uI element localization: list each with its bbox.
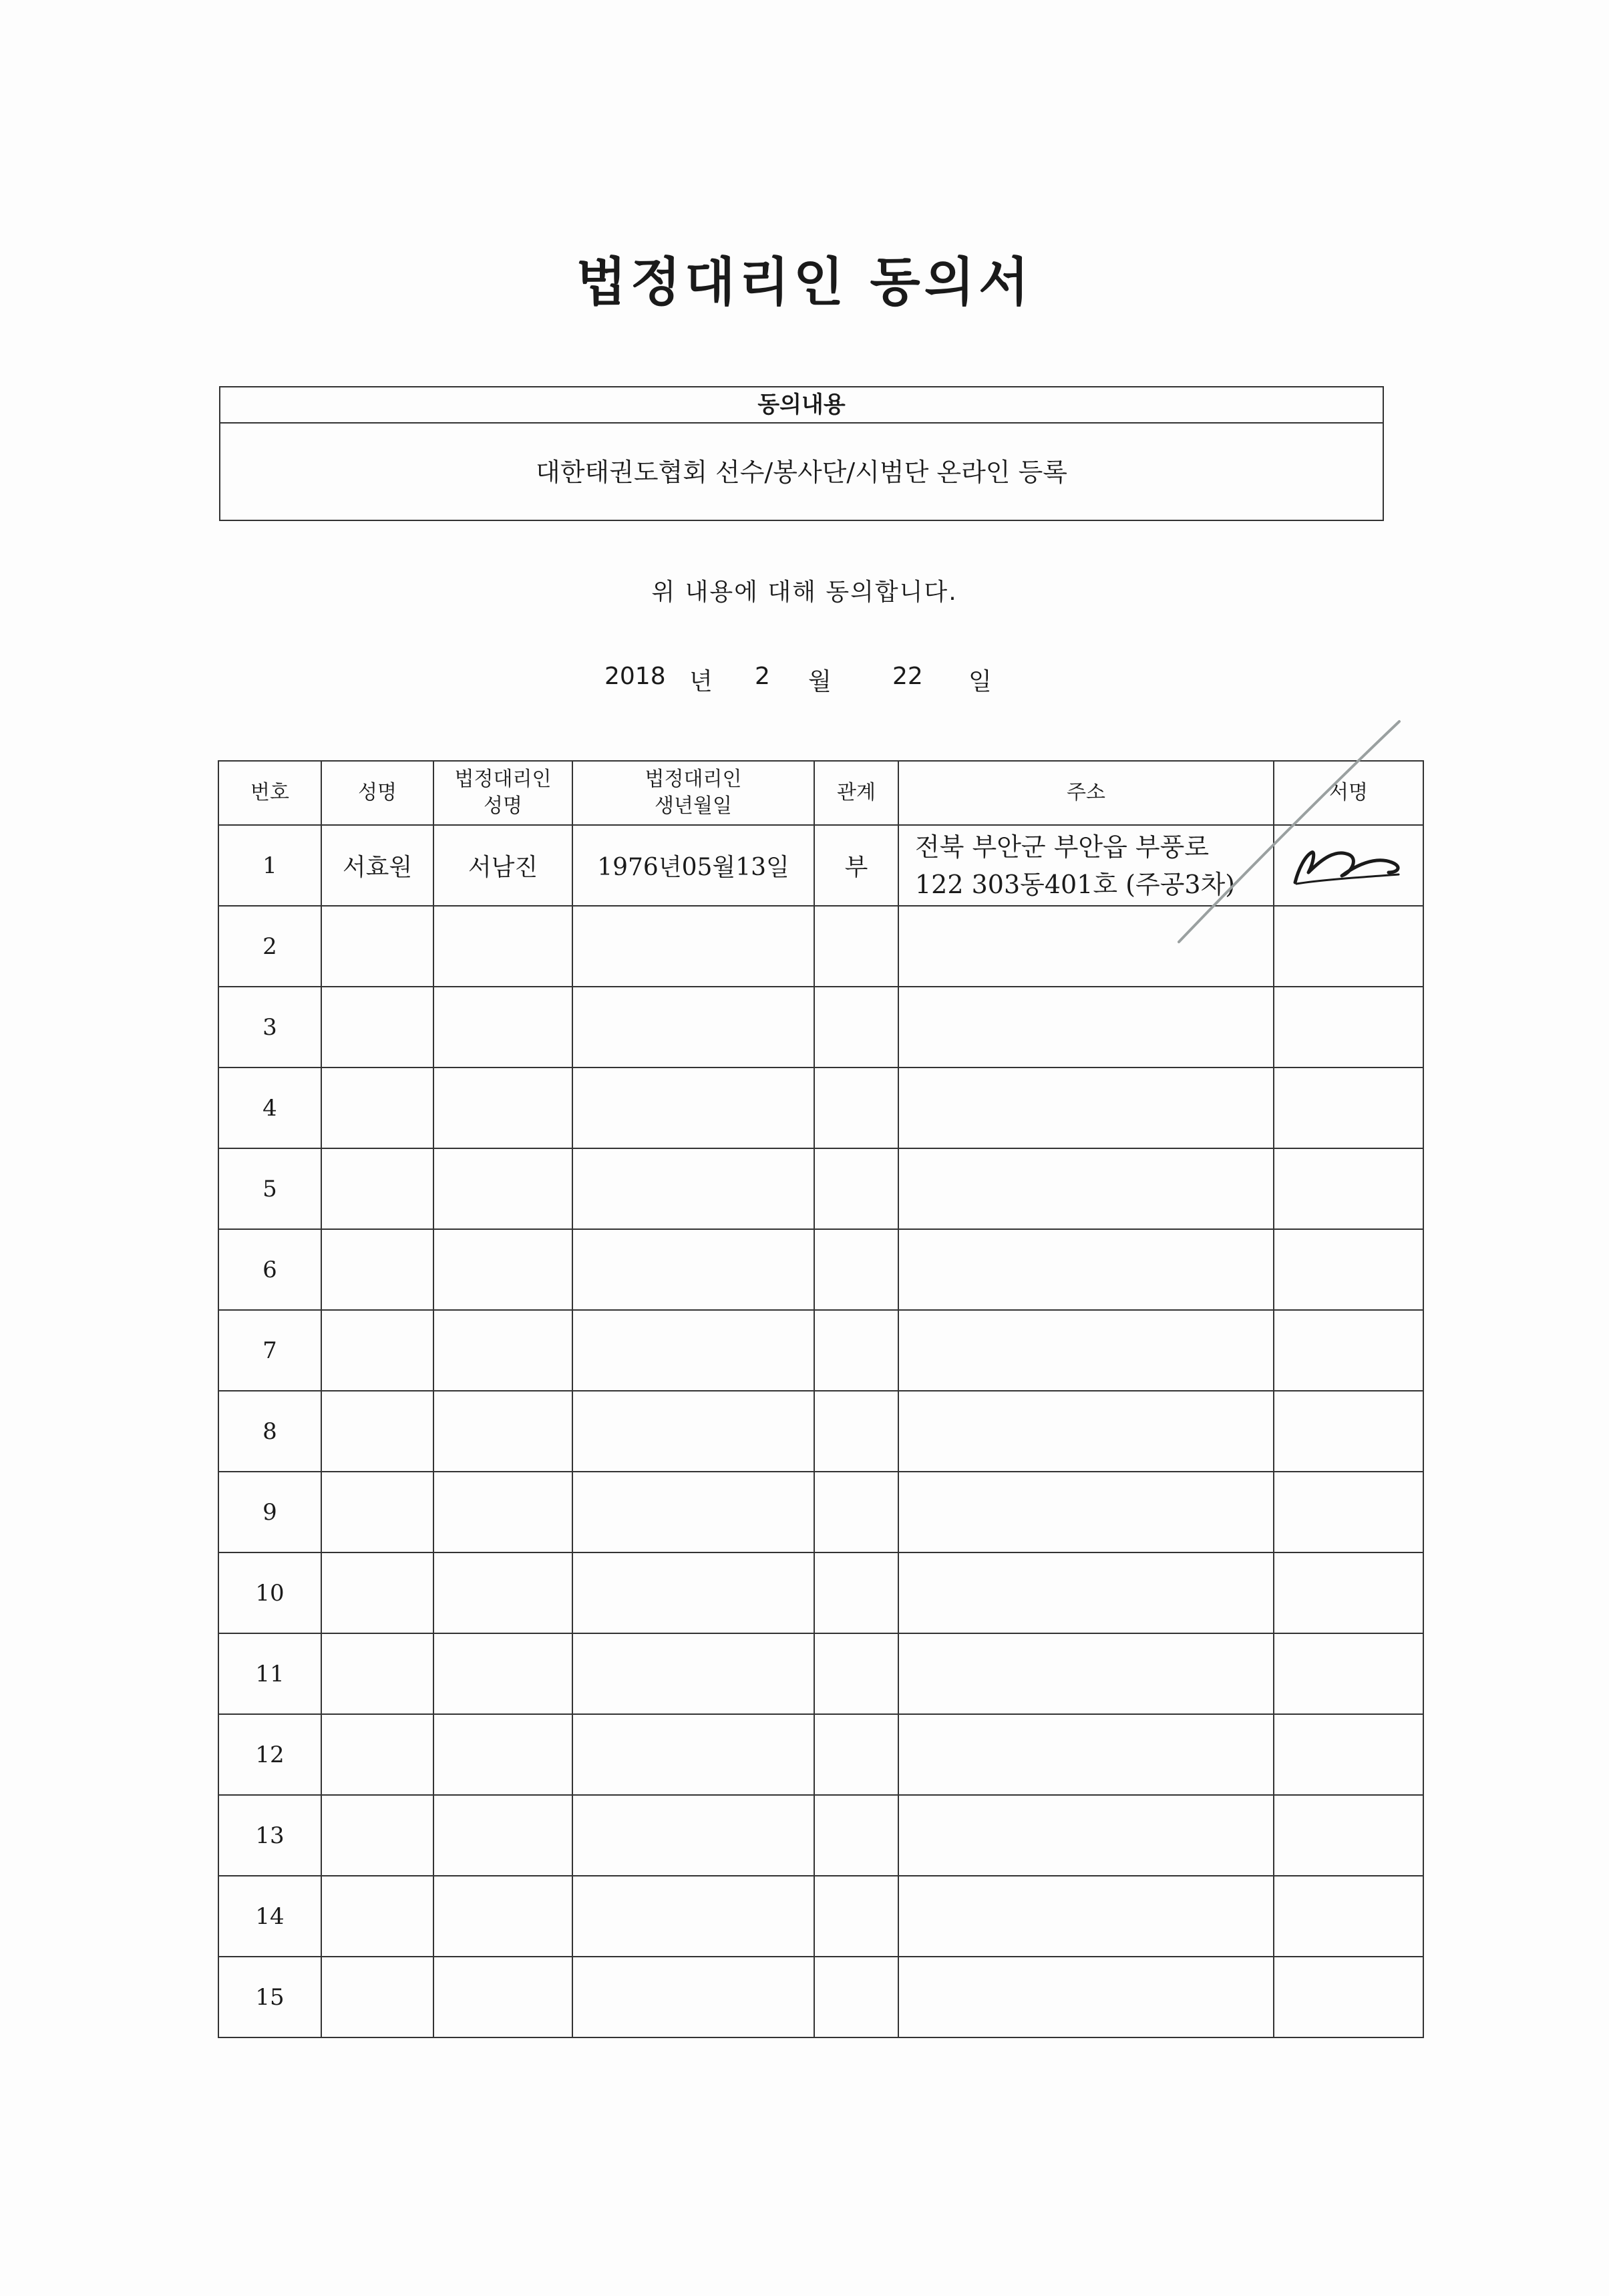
row-address: [898, 1472, 1274, 1552]
row-name: [321, 1391, 433, 1472]
row-address: [898, 1876, 1274, 1957]
row-number: 4: [218, 1068, 321, 1148]
row-guardian-birth: [572, 1310, 814, 1391]
header-address: 주소: [898, 761, 1274, 825]
row-number: 7: [218, 1310, 321, 1391]
table-row: [218, 825, 1423, 906]
row-guardian-name: [433, 1795, 572, 1876]
row-guardian-birth: [572, 1633, 814, 1714]
table-row: [218, 1795, 1423, 1876]
row-name: [321, 1229, 433, 1310]
row-guardian-name: [433, 1068, 572, 1148]
row-guardian-birth: [572, 987, 814, 1068]
row-guardian-name: [433, 906, 572, 987]
row-guardian-name: [433, 1876, 572, 1957]
row-name: [321, 1795, 433, 1876]
header-signature: 서명: [1274, 761, 1423, 825]
row-number: 6: [218, 1229, 321, 1310]
row-address-line1: 전북 부안군 부안읍 부풍로: [915, 832, 1210, 862]
row-signature: [1274, 1068, 1423, 1148]
row-relation: [814, 1714, 898, 1795]
row-address: [898, 1391, 1274, 1472]
row-name: [321, 1714, 433, 1795]
row-number: 15: [218, 1957, 321, 2037]
consent-box: [219, 386, 1384, 521]
row-guardian-birth: [572, 1068, 814, 1148]
row-relation: [814, 987, 898, 1068]
row-name: [321, 906, 433, 987]
row-signature: [1274, 1552, 1423, 1633]
row-address: [898, 1068, 1274, 1148]
row-guardian-name: [433, 1714, 572, 1795]
date-day: 22: [892, 663, 923, 690]
row-relation: [814, 906, 898, 987]
table-row: [218, 1876, 1423, 1957]
row-number: 2: [218, 906, 321, 987]
row-guardian-birth: 1976년05월13일: [572, 825, 814, 906]
table-row: [218, 1714, 1423, 1795]
row-name: [321, 1310, 433, 1391]
row-guardian-name: [433, 987, 572, 1068]
row-guardian-birth: [572, 906, 814, 987]
row-name: [321, 1876, 433, 1957]
row-number: 5: [218, 1148, 321, 1229]
row-guardian-name: [433, 1957, 572, 2037]
row-address: [898, 1957, 1274, 2037]
header-guardian-name-line2: 성명: [484, 794, 522, 818]
row-name: [321, 1068, 433, 1148]
row-name: 서효원: [321, 825, 433, 906]
consent-body: 대한태권도협회 선수/봉사단/시범단 온라인 등록: [535, 458, 1067, 487]
row-address: [898, 1229, 1274, 1310]
header-guardian-name-line1: 법정대리인: [454, 768, 552, 791]
row-guardian-birth: [572, 1148, 814, 1229]
row-signature: [1274, 987, 1423, 1068]
row-guardian-name: [433, 1633, 572, 1714]
row-name: [321, 1552, 433, 1633]
row-number: 3: [218, 987, 321, 1068]
row-relation: 부: [814, 825, 898, 906]
row-guardian-birth: [572, 1957, 814, 2037]
row-number: 13: [218, 1795, 321, 1876]
row-relation: [814, 1310, 898, 1391]
date-day-unit: 일: [968, 668, 992, 695]
row-signature: [1274, 1391, 1423, 1472]
date-month-unit: 월: [808, 668, 832, 695]
table-row: [218, 1633, 1423, 1714]
table-row: [218, 1068, 1423, 1148]
row-address: [898, 1552, 1274, 1633]
row-number: 9: [218, 1472, 321, 1552]
date-line: [0, 663, 1609, 696]
row-number: 8: [218, 1391, 321, 1472]
header-number: 번호: [218, 761, 321, 825]
table-header-row: [218, 761, 1423, 825]
table-row: [218, 987, 1423, 1068]
row-number: 10: [218, 1552, 321, 1633]
row-guardian-birth: [572, 1714, 814, 1795]
row-address: [898, 825, 1274, 906]
row-relation: [814, 1472, 898, 1552]
row-relation: [814, 1148, 898, 1229]
table-row: [218, 1229, 1423, 1310]
table-row: [218, 1472, 1423, 1552]
row-signature: [1274, 1795, 1423, 1876]
table-row: [218, 906, 1423, 987]
row-relation: [814, 1957, 898, 2037]
header-guardian-birth: [572, 761, 814, 825]
row-guardian-birth: [572, 1472, 814, 1552]
row-name: [321, 1148, 433, 1229]
row-address: [898, 1633, 1274, 1714]
row-relation: [814, 1552, 898, 1633]
row-guardian-name: [433, 1310, 572, 1391]
row-guardian-birth: [572, 1876, 814, 1957]
table-row: [218, 1957, 1423, 2037]
header-guardian-name: [433, 761, 572, 825]
row-address: [898, 1310, 1274, 1391]
row-guardian-name: [433, 1552, 572, 1633]
date-year-unit: 년: [689, 668, 713, 695]
row-guardian-name: [433, 1472, 572, 1552]
row-signature: [1274, 906, 1423, 987]
table-row: [218, 1552, 1423, 1633]
row-signature: [1274, 1310, 1423, 1391]
row-name: [321, 987, 433, 1068]
row-relation: [814, 1391, 898, 1472]
row-signature: [1274, 1876, 1423, 1957]
row-signature: [1274, 1633, 1423, 1714]
header-relation: 관계: [814, 761, 898, 825]
row-name: [321, 1633, 433, 1714]
row-guardian-birth: [572, 1391, 814, 1472]
table-row: [218, 1148, 1423, 1229]
row-number: 12: [218, 1714, 321, 1795]
row-guardian-birth: [572, 1795, 814, 1876]
row-address: [898, 987, 1274, 1068]
row-guardian-name: [433, 1229, 572, 1310]
header-guardian-birth-line2: 생년월일: [655, 794, 732, 818]
row-address: [898, 1714, 1274, 1795]
row-signature: [1274, 1714, 1423, 1795]
consent-header: 동의내용: [220, 387, 1383, 424]
handwritten-signature: [1282, 836, 1415, 896]
row-guardian-name: 서남진: [433, 825, 572, 906]
row-relation: [814, 1795, 898, 1876]
row-number: 1: [218, 825, 321, 906]
row-number: 14: [218, 1876, 321, 1957]
row-guardian-name: [433, 1148, 572, 1229]
date-year: 2018: [604, 663, 666, 690]
row-address-line2: 122 303동401호 (주공3차): [915, 869, 1236, 899]
header-name: 성명: [321, 761, 433, 825]
row-address: [898, 1795, 1274, 1876]
row-guardian-name: [433, 1391, 572, 1472]
row-signature: [1274, 1229, 1423, 1310]
row-guardian-birth: [572, 1229, 814, 1310]
document-title: 법정대리인 동의서: [576, 253, 1033, 313]
table-row: [218, 1391, 1423, 1472]
guardian-table: [218, 760, 1424, 2038]
row-number: 11: [218, 1633, 321, 1714]
table-row: [218, 1310, 1423, 1391]
row-name: [321, 1472, 433, 1552]
row-relation: [814, 1068, 898, 1148]
date-month: 2: [755, 663, 770, 690]
row-address: [898, 1148, 1274, 1229]
header-guardian-birth-line1: 법정대리인: [645, 768, 742, 791]
agreement-text: 위 내용에 대해 동의합니다.: [651, 579, 958, 606]
row-guardian-birth: [572, 1552, 814, 1633]
row-relation: [814, 1229, 898, 1310]
row-signature: [1274, 825, 1423, 906]
row-name: [321, 1957, 433, 2037]
row-signature: [1274, 1148, 1423, 1229]
row-signature: [1274, 1957, 1423, 2037]
row-address: [898, 906, 1274, 987]
row-signature: [1274, 1472, 1423, 1552]
row-relation: [814, 1633, 898, 1714]
row-relation: [814, 1876, 898, 1957]
